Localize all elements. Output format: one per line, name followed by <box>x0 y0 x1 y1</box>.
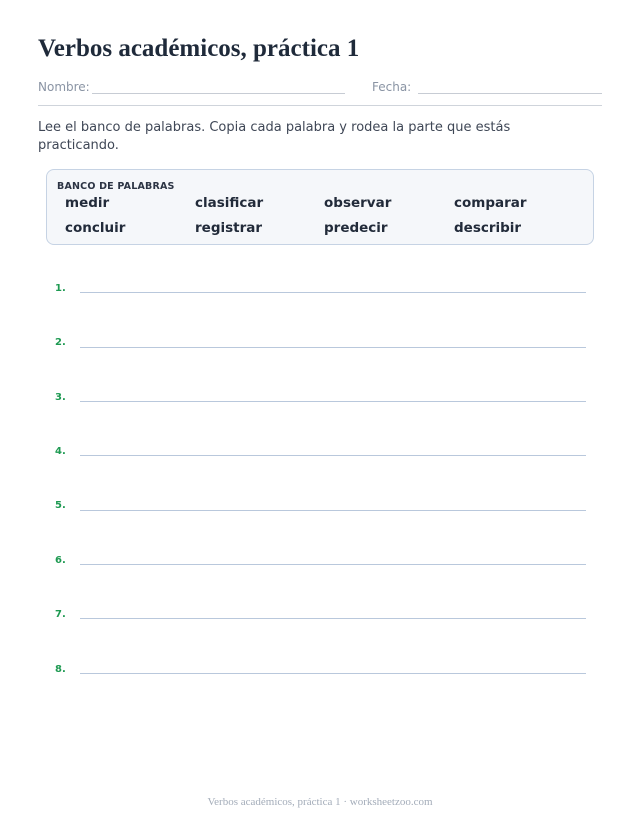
answer-line[interactable] <box>80 401 586 402</box>
answer-number: 7. <box>55 609 66 620</box>
answer-number: 4. <box>55 446 66 457</box>
word-bank <box>46 169 594 245</box>
word-bank-item: predecir <box>324 220 388 236</box>
answer-line[interactable] <box>80 292 586 293</box>
instructions: Lee el banco de palabras. Copia cada palabra y rodea la parte que estás practicando. <box>38 120 511 153</box>
word-bank-item: medir <box>65 195 110 211</box>
name-field-line[interactable] <box>92 93 345 94</box>
page-title: Verbos académicos, práctica 1 <box>38 35 360 62</box>
answer-line[interactable] <box>80 455 586 456</box>
answer-number: 3. <box>55 392 66 403</box>
answer-line[interactable] <box>80 673 586 674</box>
answer-number: 2. <box>55 337 66 348</box>
page-footer: Verbos académicos, práctica 1 · worksheetzoo.com <box>207 796 433 808</box>
word-bank-item: observar <box>324 195 392 211</box>
answer-line[interactable] <box>80 618 586 619</box>
name-label: Nombre: <box>38 80 90 94</box>
answer-number: 5. <box>55 500 66 511</box>
word-bank-item: clasificar <box>195 195 264 211</box>
word-bank-title: BANCO DE PALABRAS <box>57 181 175 192</box>
word-bank-item: comparar <box>454 195 527 211</box>
answer-number: 8. <box>55 664 66 675</box>
answer-number: 6. <box>55 555 66 566</box>
answer-line[interactable] <box>80 564 586 565</box>
word-bank-item: concluir <box>65 220 126 236</box>
word-bank-item: describir <box>454 220 522 236</box>
answer-number: 1. <box>55 283 66 294</box>
header-divider <box>38 105 602 106</box>
word-bank-item: registrar <box>195 220 263 236</box>
answer-line[interactable] <box>80 347 586 348</box>
answer-line[interactable] <box>80 510 586 511</box>
date-field-line[interactable] <box>418 93 602 94</box>
date-label: Fecha: <box>372 80 412 94</box>
